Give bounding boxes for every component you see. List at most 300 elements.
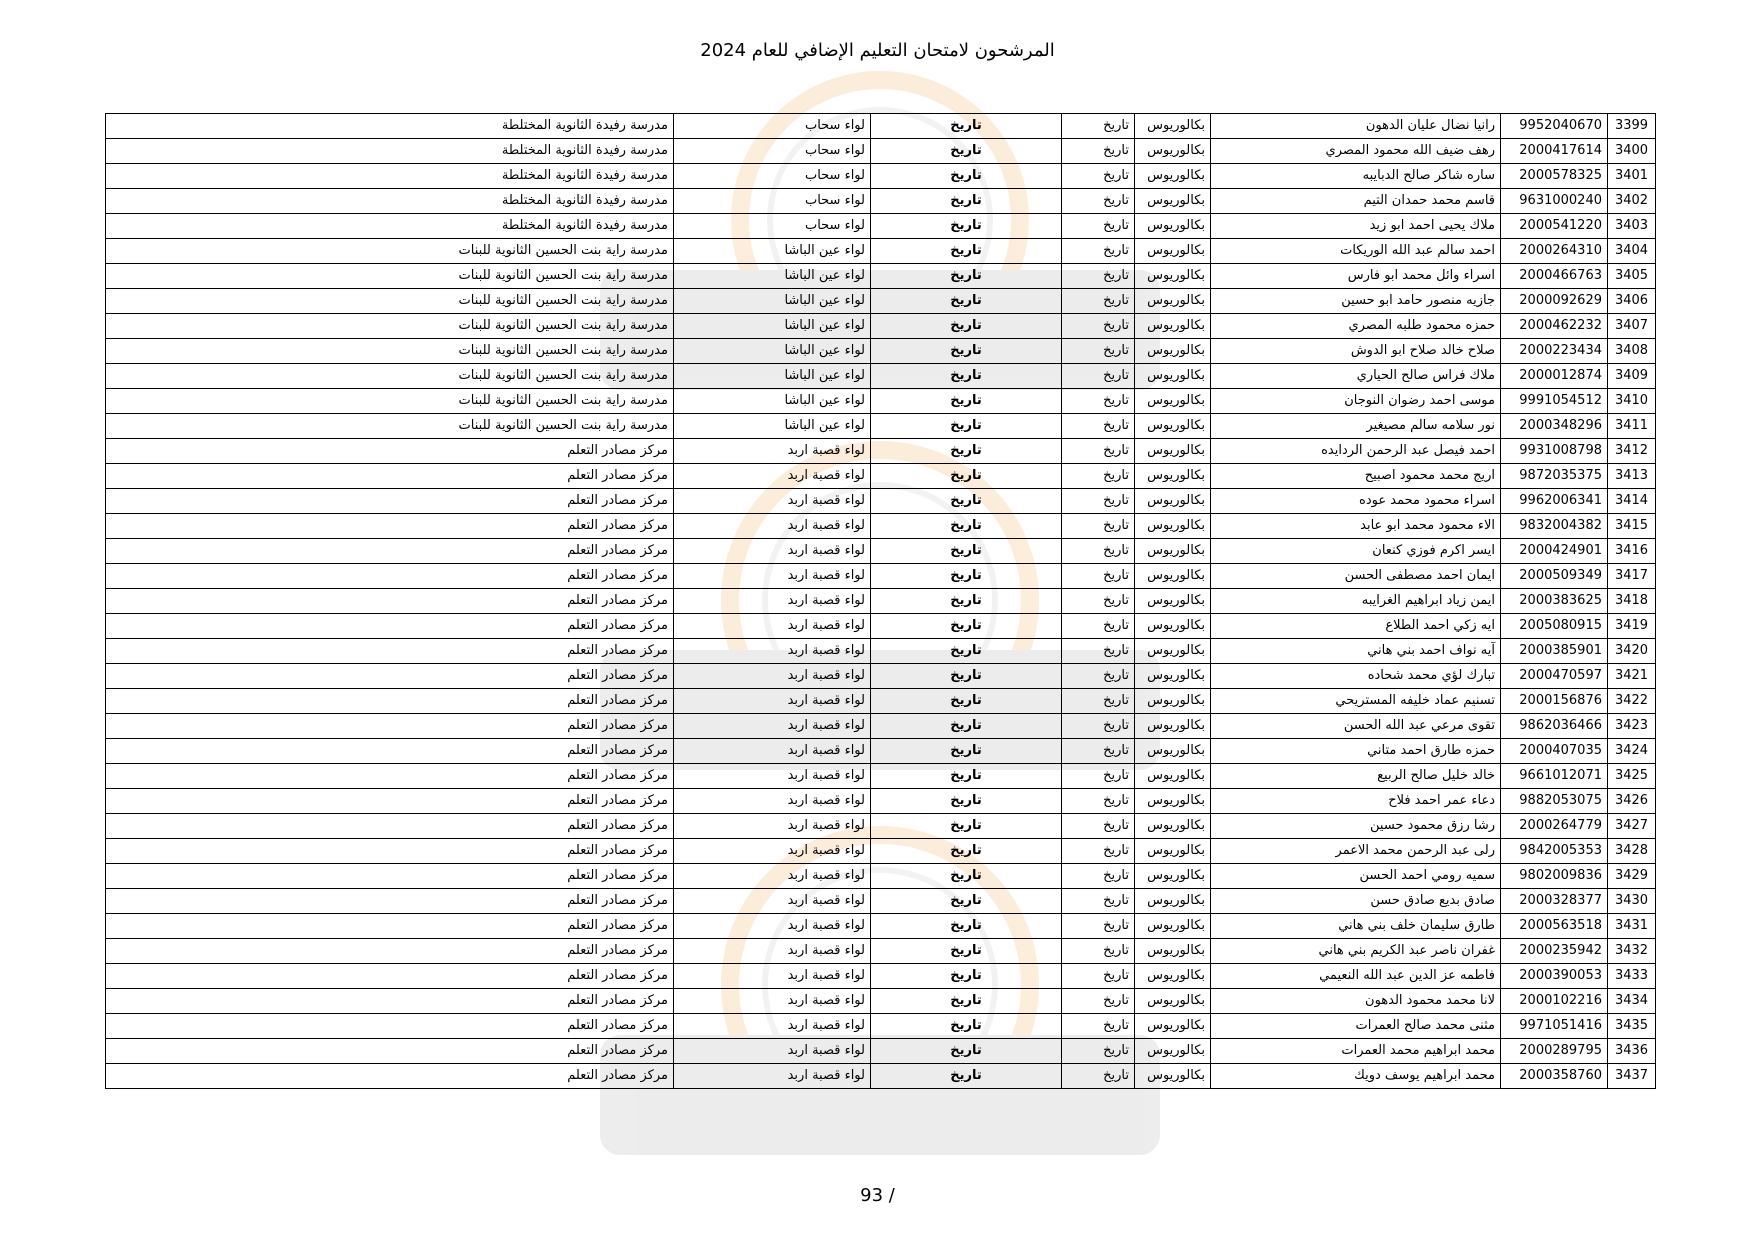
candidate-name-cell: ايسر اكرم فوزي كنعان — [1211, 539, 1501, 564]
sequence-cell: 3418 — [1608, 589, 1656, 614]
specialization-cell: تاريخ — [1062, 864, 1135, 889]
table-row — [106, 864, 1656, 889]
degree-cell: بكالوريوس — [1135, 714, 1211, 739]
exam-center-cell: مدرسة راية بنت الحسين الثانوية للبنات — [106, 414, 674, 439]
national-id-cell: 2000092629 — [1501, 289, 1608, 314]
exam-subject-cell: تاريخ — [871, 864, 1062, 889]
degree-cell: بكالوريوس — [1135, 839, 1211, 864]
candidates-table — [105, 113, 1656, 1089]
specialization-cell: تاريخ — [1062, 239, 1135, 264]
national-id-cell: 9661012071 — [1501, 764, 1608, 789]
degree-cell: بكالوريوس — [1135, 664, 1211, 689]
exam-center-cell: مركز مصادر التعلم — [106, 439, 674, 464]
candidate-name-cell: اسراء وائل محمد ابو فارس — [1211, 264, 1501, 289]
district-cell: لواء عين الباشا — [674, 389, 871, 414]
district-cell: لواء قصبة اربد — [674, 964, 871, 989]
candidate-name-cell: محمد ابراهيم محمد العمرات — [1211, 1039, 1501, 1064]
exam-subject-cell: تاريخ — [871, 589, 1062, 614]
national-id-cell: 2000407035 — [1501, 739, 1608, 764]
candidate-name-cell: قاسم محمد حمدان التيم — [1211, 189, 1501, 214]
candidate-name-cell: حمزه طارق احمد متاني — [1211, 739, 1501, 764]
specialization-cell: تاريخ — [1062, 639, 1135, 664]
exam-subject-cell: تاريخ — [871, 989, 1062, 1014]
sequence-cell: 3436 — [1608, 1039, 1656, 1064]
specialization-cell: تاريخ — [1062, 939, 1135, 964]
candidate-name-cell: طارق سليمان خلف بني هاني — [1211, 914, 1501, 939]
exam-center-cell: مركز مصادر التعلم — [106, 589, 674, 614]
table-row — [106, 589, 1656, 614]
national-id-cell: 9882053075 — [1501, 789, 1608, 814]
degree-cell: بكالوريوس — [1135, 189, 1211, 214]
exam-subject-cell: تاريخ — [871, 564, 1062, 589]
candidate-name-cell: مثنى محمد صالح العمرات — [1211, 1014, 1501, 1039]
degree-cell: بكالوريوس — [1135, 614, 1211, 639]
specialization-cell: تاريخ — [1062, 714, 1135, 739]
exam-subject-cell: تاريخ — [871, 389, 1062, 414]
degree-cell: بكالوريوس — [1135, 1014, 1211, 1039]
candidate-name-cell: سميه رومي احمد الحسن — [1211, 864, 1501, 889]
exam-center-cell: مركز مصادر التعلم — [106, 1039, 674, 1064]
table-row — [106, 739, 1656, 764]
exam-subject-cell: تاريخ — [871, 164, 1062, 189]
sequence-cell: 3423 — [1608, 714, 1656, 739]
district-cell: لواء عين الباشا — [674, 314, 871, 339]
exam-center-cell: مدرسة راية بنت الحسين الثانوية للبنات — [106, 289, 674, 314]
specialization-cell: تاريخ — [1062, 439, 1135, 464]
national-id-cell: 2000328377 — [1501, 889, 1608, 914]
specialization-cell: تاريخ — [1062, 389, 1135, 414]
candidate-name-cell: محمد ابراهيم يوسف دويك — [1211, 1064, 1501, 1089]
degree-cell: بكالوريوس — [1135, 414, 1211, 439]
sequence-cell: 3401 — [1608, 164, 1656, 189]
table-row — [106, 214, 1656, 239]
candidate-name-cell: رشا رزق محمود حسين — [1211, 814, 1501, 839]
exam-subject-cell: تاريخ — [871, 814, 1062, 839]
degree-cell: بكالوريوس — [1135, 964, 1211, 989]
district-cell: لواء قصبة اربد — [674, 689, 871, 714]
candidate-name-cell: تبارك لؤي محمد شحاده — [1211, 664, 1501, 689]
candidate-name-cell: احمد سالم عبد الله الوريكات — [1211, 239, 1501, 264]
candidate-name-cell: ملاك يحيى احمد ابو زيد — [1211, 214, 1501, 239]
candidate-name-cell: ملاك فراس صالح الحياري — [1211, 364, 1501, 389]
sequence-cell: 3410 — [1608, 389, 1656, 414]
exam-subject-cell: تاريخ — [871, 1064, 1062, 1089]
degree-cell: بكالوريوس — [1135, 114, 1211, 139]
table-row — [106, 314, 1656, 339]
degree-cell: بكالوريوس — [1135, 389, 1211, 414]
exam-subject-cell: تاريخ — [871, 739, 1062, 764]
national-id-cell: 9842005353 — [1501, 839, 1608, 864]
exam-subject-cell: تاريخ — [871, 639, 1062, 664]
degree-cell: بكالوريوس — [1135, 264, 1211, 289]
exam-subject-cell: تاريخ — [871, 664, 1062, 689]
table-row — [106, 514, 1656, 539]
candidate-name-cell: خالد خليل صالح الربيع — [1211, 764, 1501, 789]
exam-center-cell: مركز مصادر التعلم — [106, 864, 674, 889]
specialization-cell: تاريخ — [1062, 564, 1135, 589]
exam-subject-cell: تاريخ — [871, 189, 1062, 214]
national-id-cell: 2005080915 — [1501, 614, 1608, 639]
exam-center-cell: مدرسة راية بنت الحسين الثانوية للبنات — [106, 264, 674, 289]
national-id-cell: 2000385901 — [1501, 639, 1608, 664]
table-row — [106, 564, 1656, 589]
exam-center-cell: مدرسة راية بنت الحسين الثانوية للبنات — [106, 239, 674, 264]
sequence-cell: 3434 — [1608, 989, 1656, 1014]
exam-subject-cell: تاريخ — [871, 214, 1062, 239]
table-row — [106, 664, 1656, 689]
exam-subject-cell: تاريخ — [871, 1014, 1062, 1039]
specialization-cell: تاريخ — [1062, 189, 1135, 214]
degree-cell: بكالوريوس — [1135, 864, 1211, 889]
specialization-cell: تاريخ — [1062, 114, 1135, 139]
candidate-name-cell: جازيه منصور حامد ابو حسين — [1211, 289, 1501, 314]
exam-center-cell: مركز مصادر التعلم — [106, 689, 674, 714]
candidate-name-cell: حمزه محمود طلبه المصري — [1211, 314, 1501, 339]
table-row — [106, 1039, 1656, 1064]
table-row — [106, 264, 1656, 289]
sequence-cell: 3407 — [1608, 314, 1656, 339]
table-row — [106, 364, 1656, 389]
specialization-cell: تاريخ — [1062, 889, 1135, 914]
district-cell: لواء قصبة اربد — [674, 514, 871, 539]
sequence-cell: 3405 — [1608, 264, 1656, 289]
district-cell: لواء قصبة اربد — [674, 1064, 871, 1089]
table-row — [106, 1014, 1656, 1039]
district-cell: لواء سحاب — [674, 139, 871, 164]
district-cell: لواء قصبة اربد — [674, 539, 871, 564]
sequence-cell: 3427 — [1608, 814, 1656, 839]
degree-cell: بكالوريوس — [1135, 789, 1211, 814]
degree-cell: بكالوريوس — [1135, 489, 1211, 514]
national-id-cell: 2000578325 — [1501, 164, 1608, 189]
district-cell: لواء قصبة اربد — [674, 564, 871, 589]
sequence-cell: 3413 — [1608, 464, 1656, 489]
candidate-name-cell: نور سلامه سالم مصيغير — [1211, 414, 1501, 439]
table-row — [106, 464, 1656, 489]
specialization-cell: تاريخ — [1062, 289, 1135, 314]
sequence-cell: 3399 — [1608, 114, 1656, 139]
degree-cell: بكالوريوس — [1135, 689, 1211, 714]
table-body — [106, 114, 1656, 1089]
candidate-name-cell: ايمان احمد مصطفى الحسن — [1211, 564, 1501, 589]
table-row — [106, 489, 1656, 514]
national-id-cell: 2000466763 — [1501, 264, 1608, 289]
specialization-cell: تاريخ — [1062, 314, 1135, 339]
district-cell: لواء قصبة اربد — [674, 739, 871, 764]
candidate-name-cell: رهف ضيف الله محمود المصري — [1211, 139, 1501, 164]
national-id-cell: 2000563518 — [1501, 914, 1608, 939]
degree-cell: بكالوريوس — [1135, 239, 1211, 264]
national-id-cell: 9931008798 — [1501, 439, 1608, 464]
candidate-name-cell: ايه زكي احمد الطلاع — [1211, 614, 1501, 639]
district-cell: لواء سحاب — [674, 214, 871, 239]
specialization-cell: تاريخ — [1062, 414, 1135, 439]
exam-center-cell: مدرسة رفيدة الثانوية المختلطة — [106, 189, 674, 214]
specialization-cell: تاريخ — [1062, 539, 1135, 564]
district-cell: لواء عين الباشا — [674, 264, 871, 289]
specialization-cell: تاريخ — [1062, 739, 1135, 764]
exam-subject-cell: تاريخ — [871, 514, 1062, 539]
table-row — [106, 889, 1656, 914]
national-id-cell: 2000424901 — [1501, 539, 1608, 564]
degree-cell: بكالوريوس — [1135, 939, 1211, 964]
district-cell: لواء قصبة اربد — [674, 1039, 871, 1064]
district-cell: لواء قصبة اربد — [674, 639, 871, 664]
exam-center-cell: مدرسة راية بنت الحسين الثانوية للبنات — [106, 364, 674, 389]
specialization-cell: تاريخ — [1062, 964, 1135, 989]
degree-cell: بكالوريوس — [1135, 539, 1211, 564]
exam-subject-cell: تاريخ — [871, 289, 1062, 314]
degree-cell: بكالوريوس — [1135, 364, 1211, 389]
exam-subject-cell: تاريخ — [871, 914, 1062, 939]
sequence-cell: 3409 — [1608, 364, 1656, 389]
exam-subject-cell: تاريخ — [871, 689, 1062, 714]
national-id-cell: 9952040670 — [1501, 114, 1608, 139]
national-id-cell: 2000264310 — [1501, 239, 1608, 264]
degree-cell: بكالوريوس — [1135, 589, 1211, 614]
exam-center-cell: مركز مصادر التعلم — [106, 1014, 674, 1039]
exam-center-cell: مركز مصادر التعلم — [106, 964, 674, 989]
exam-subject-cell: تاريخ — [871, 789, 1062, 814]
sequence-cell: 3431 — [1608, 914, 1656, 939]
national-id-cell: 2000470597 — [1501, 664, 1608, 689]
table-row — [106, 414, 1656, 439]
table-row — [106, 939, 1656, 964]
specialization-cell: تاريخ — [1062, 364, 1135, 389]
exam-center-cell: مدرسة رفيدة الثانوية المختلطة — [106, 214, 674, 239]
table-row — [106, 714, 1656, 739]
exam-center-cell: مدرسة رفيدة الثانوية المختلطة — [106, 114, 674, 139]
exam-subject-cell: تاريخ — [871, 264, 1062, 289]
district-cell: لواء قصبة اربد — [674, 864, 871, 889]
specialization-cell: تاريخ — [1062, 789, 1135, 814]
sequence-cell: 3403 — [1608, 214, 1656, 239]
national-id-cell: 2000156876 — [1501, 689, 1608, 714]
candidate-name-cell: اريج محمد محمود اصبيح — [1211, 464, 1501, 489]
exam-center-cell: مركز مصادر التعلم — [106, 989, 674, 1014]
district-cell: لواء سحاب — [674, 164, 871, 189]
national-id-cell: 9862036466 — [1501, 714, 1608, 739]
degree-cell: بكالوريوس — [1135, 514, 1211, 539]
sequence-cell: 3425 — [1608, 764, 1656, 789]
exam-center-cell: مركز مصادر التعلم — [106, 914, 674, 939]
national-id-cell: 2000509349 — [1501, 564, 1608, 589]
specialization-cell: تاريخ — [1062, 664, 1135, 689]
sequence-cell: 3402 — [1608, 189, 1656, 214]
degree-cell: بكالوريوس — [1135, 739, 1211, 764]
exam-subject-cell: تاريخ — [871, 839, 1062, 864]
district-cell: لواء عين الباشا — [674, 364, 871, 389]
sequence-cell: 3430 — [1608, 889, 1656, 914]
degree-cell: بكالوريوس — [1135, 164, 1211, 189]
table-row — [106, 1064, 1656, 1089]
district-cell: لواء عين الباشا — [674, 414, 871, 439]
candidate-name-cell: رلى عبد الرحمن محمد الاعمر — [1211, 839, 1501, 864]
degree-cell: بكالوريوس — [1135, 314, 1211, 339]
candidate-name-cell: دعاء عمر احمد فلاح — [1211, 789, 1501, 814]
exam-center-cell: مدرسة راية بنت الحسين الثانوية للبنات — [106, 389, 674, 414]
national-id-cell: 2000102216 — [1501, 989, 1608, 1014]
table-row — [106, 839, 1656, 864]
candidate-name-cell: ساره شاكر صالح الدبايبه — [1211, 164, 1501, 189]
exam-center-cell: مركز مصادر التعلم — [106, 789, 674, 814]
table-row — [106, 639, 1656, 664]
candidate-name-cell: غفران ناصر عبد الكريم بني هاني — [1211, 939, 1501, 964]
exam-subject-cell: تاريخ — [871, 364, 1062, 389]
district-cell: لواء قصبة اربد — [674, 714, 871, 739]
exam-subject-cell: تاريخ — [871, 764, 1062, 789]
national-id-cell: 9872035375 — [1501, 464, 1608, 489]
national-id-cell: 2000012874 — [1501, 364, 1608, 389]
sequence-cell: 3415 — [1608, 514, 1656, 539]
candidate-name-cell: آيه نواف احمد بني هاني — [1211, 639, 1501, 664]
specialization-cell: تاريخ — [1062, 689, 1135, 714]
candidate-name-cell: الاء محمود محمد ابو عابد — [1211, 514, 1501, 539]
exam-subject-cell: تاريخ — [871, 964, 1062, 989]
table-row — [106, 789, 1656, 814]
national-id-cell: 9631000240 — [1501, 189, 1608, 214]
district-cell: لواء قصبة اربد — [674, 439, 871, 464]
sequence-cell: 3424 — [1608, 739, 1656, 764]
exam-center-cell: مركز مصادر التعلم — [106, 514, 674, 539]
sequence-cell: 3432 — [1608, 939, 1656, 964]
table-row — [106, 389, 1656, 414]
district-cell: لواء قصبة اربد — [674, 814, 871, 839]
exam-center-cell: مركز مصادر التعلم — [106, 739, 674, 764]
exam-subject-cell: تاريخ — [871, 489, 1062, 514]
specialization-cell: تاريخ — [1062, 1039, 1135, 1064]
sequence-cell: 3426 — [1608, 789, 1656, 814]
district-cell: لواء قصبة اربد — [674, 464, 871, 489]
exam-center-cell: مركز مصادر التعلم — [106, 889, 674, 914]
exam-center-cell: مركز مصادر التعلم — [106, 614, 674, 639]
table-row — [106, 764, 1656, 789]
specialization-cell: تاريخ — [1062, 464, 1135, 489]
exam-subject-cell: تاريخ — [871, 614, 1062, 639]
national-id-cell: 2000417614 — [1501, 139, 1608, 164]
exam-subject-cell: تاريخ — [871, 414, 1062, 439]
exam-subject-cell: تاريخ — [871, 139, 1062, 164]
table-row — [106, 914, 1656, 939]
degree-cell: بكالوريوس — [1135, 139, 1211, 164]
sequence-cell: 3419 — [1608, 614, 1656, 639]
candidate-name-cell: احمد فيصل عبد الرحمن الردايده — [1211, 439, 1501, 464]
degree-cell: بكالوريوس — [1135, 439, 1211, 464]
exam-subject-cell: تاريخ — [871, 539, 1062, 564]
exam-subject-cell: تاريخ — [871, 314, 1062, 339]
national-id-cell: 2000348296 — [1501, 414, 1608, 439]
specialization-cell: تاريخ — [1062, 839, 1135, 864]
district-cell: لواء قصبة اربد — [674, 889, 871, 914]
sequence-cell: 3416 — [1608, 539, 1656, 564]
candidate-name-cell: تسنيم عماد خليفه المستريحي — [1211, 689, 1501, 714]
degree-cell: بكالوريوس — [1135, 639, 1211, 664]
exam-subject-cell: تاريخ — [871, 1039, 1062, 1064]
table-row — [106, 139, 1656, 164]
district-cell: لواء قصبة اربد — [674, 589, 871, 614]
district-cell: لواء سحاب — [674, 114, 871, 139]
district-cell: لواء قصبة اربد — [674, 764, 871, 789]
specialization-cell: تاريخ — [1062, 164, 1135, 189]
national-id-cell: 2000390053 — [1501, 964, 1608, 989]
exam-center-cell: مركز مصادر التعلم — [106, 814, 674, 839]
sequence-cell: 3435 — [1608, 1014, 1656, 1039]
exam-center-cell: مركز مصادر التعلم — [106, 539, 674, 564]
national-id-cell: 2000541220 — [1501, 214, 1608, 239]
exam-center-cell: مركز مصادر التعلم — [106, 639, 674, 664]
table-row — [106, 689, 1656, 714]
national-id-cell: 2000264779 — [1501, 814, 1608, 839]
national-id-cell: 9802009836 — [1501, 864, 1608, 889]
district-cell: لواء عين الباشا — [674, 239, 871, 264]
candidate-name-cell: ايمن زياد ابراهيم الغرايبه — [1211, 589, 1501, 614]
degree-cell: بكالوريوس — [1135, 564, 1211, 589]
national-id-cell: 2000358760 — [1501, 1064, 1608, 1089]
specialization-cell: تاريخ — [1062, 1014, 1135, 1039]
degree-cell: بكالوريوس — [1135, 1039, 1211, 1064]
national-id-cell: 2000383625 — [1501, 589, 1608, 614]
exam-center-cell: مركز مصادر التعلم — [106, 764, 674, 789]
district-cell: لواء قصبة اربد — [674, 614, 871, 639]
candidate-name-cell: صادق بديع صادق حسن — [1211, 889, 1501, 914]
degree-cell: بكالوريوس — [1135, 989, 1211, 1014]
candidate-name-cell: رانيا نضال عليان الدهون — [1211, 114, 1501, 139]
exam-subject-cell: تاريخ — [871, 714, 1062, 739]
degree-cell: بكالوريوس — [1135, 464, 1211, 489]
specialization-cell: تاريخ — [1062, 589, 1135, 614]
sequence-cell: 3437 — [1608, 1064, 1656, 1089]
district-cell: لواء قصبة اربد — [674, 839, 871, 864]
sequence-cell: 3400 — [1608, 139, 1656, 164]
sequence-cell: 3421 — [1608, 664, 1656, 689]
specialization-cell: تاريخ — [1062, 139, 1135, 164]
degree-cell: بكالوريوس — [1135, 289, 1211, 314]
national-id-cell: 9991054512 — [1501, 389, 1608, 414]
exam-center-cell: مدرسة راية بنت الحسين الثانوية للبنات — [106, 314, 674, 339]
sequence-cell: 3412 — [1608, 439, 1656, 464]
table-row — [106, 814, 1656, 839]
candidate-name-cell: لانا محمد محمود الدهون — [1211, 989, 1501, 1014]
table-row — [106, 539, 1656, 564]
specialization-cell: تاريخ — [1062, 264, 1135, 289]
national-id-cell: 9962006341 — [1501, 489, 1608, 514]
exam-subject-cell: تاريخ — [871, 339, 1062, 364]
specialization-cell: تاريخ — [1062, 814, 1135, 839]
sequence-cell: 3428 — [1608, 839, 1656, 864]
sequence-cell: 3406 — [1608, 289, 1656, 314]
specialization-cell: تاريخ — [1062, 914, 1135, 939]
specialization-cell: تاريخ — [1062, 614, 1135, 639]
candidate-name-cell: اسراء محمود محمد عوده — [1211, 489, 1501, 514]
exam-center-cell: مركز مصادر التعلم — [106, 464, 674, 489]
national-id-cell: 2000462232 — [1501, 314, 1608, 339]
national-id-cell: 9971051416 — [1501, 1014, 1608, 1039]
specialization-cell: تاريخ — [1062, 214, 1135, 239]
sequence-cell: 3433 — [1608, 964, 1656, 989]
candidate-name-cell: فاطمه عز الدين عبد الله النعيمي — [1211, 964, 1501, 989]
district-cell: لواء قصبة اربد — [674, 789, 871, 814]
exam-center-cell: مركز مصادر التعلم — [106, 664, 674, 689]
table-row — [106, 989, 1656, 1014]
degree-cell: بكالوريوس — [1135, 214, 1211, 239]
national-id-cell: 9832004382 — [1501, 514, 1608, 539]
national-id-cell: 2000289795 — [1501, 1039, 1608, 1064]
district-cell: لواء قصبة اربد — [674, 989, 871, 1014]
candidate-name-cell: صلاح خالد صلاح ابو الدوش — [1211, 339, 1501, 364]
table-row — [106, 239, 1656, 264]
national-id-cell: 2000235942 — [1501, 939, 1608, 964]
district-cell: لواء قصبة اربد — [674, 914, 871, 939]
